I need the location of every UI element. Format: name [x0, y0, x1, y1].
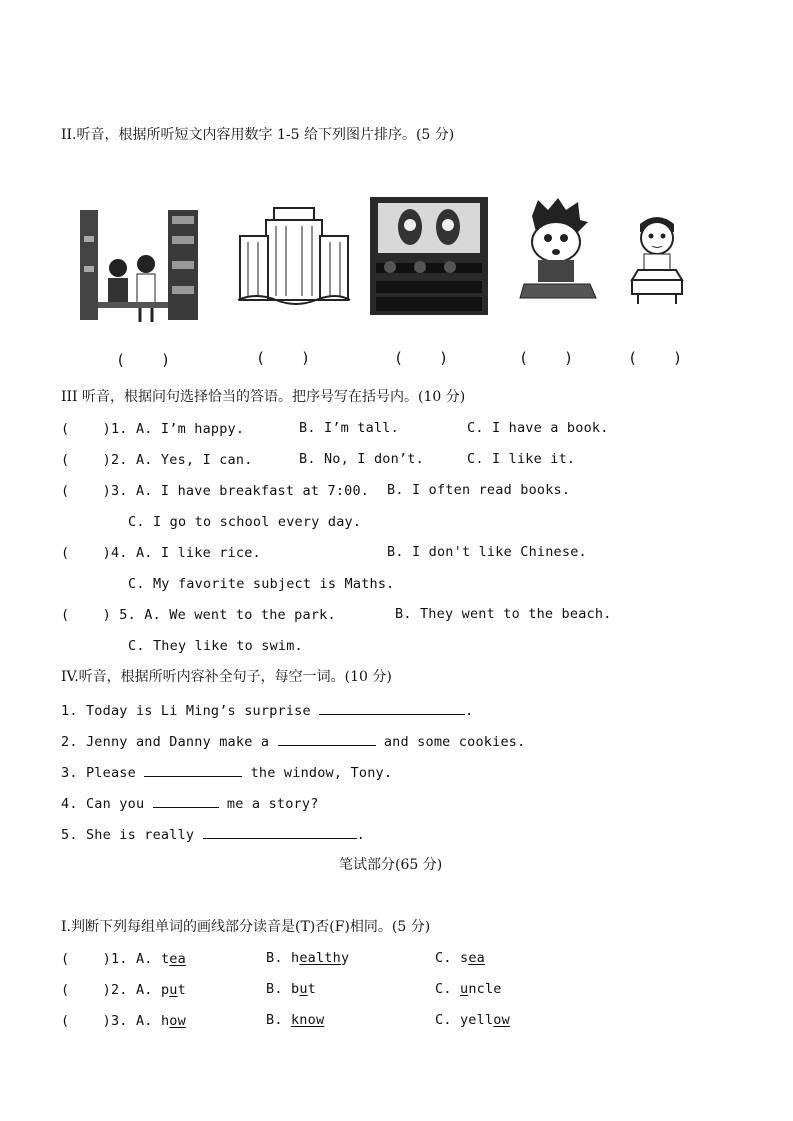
phonics-row-1-b: B. healthy [266, 950, 350, 966]
cinema-screen-icon [370, 197, 488, 315]
blank-1[interactable] [319, 700, 465, 715]
picture-answer-5[interactable]: ( ) [628, 349, 683, 367]
phonics-row-2-b: B. but [266, 981, 316, 997]
building-icon [236, 206, 352, 306]
phonics-row-1-a: ( )1. A. tea [61, 951, 186, 967]
question-1-option-c: C. I have a book. [467, 420, 609, 436]
library-scene-icon [78, 206, 200, 324]
question-4-option-b: B. I don't like Chinese. [387, 544, 587, 560]
picture-answer-2[interactable]: ( ) [256, 349, 311, 367]
picture-answer-1[interactable]: ( ) [116, 351, 171, 369]
blank-5[interactable] [203, 824, 357, 839]
question-3-option-b: B. I often read books. [387, 482, 571, 498]
question-4-option-c: C. My favorite subject is Maths. [128, 576, 395, 592]
blank-2[interactable] [278, 731, 376, 746]
section-3-title: III 听音，根据问句选择恰当的答语。把序号写在括号内。(10 分) [61, 389, 466, 405]
boy-reading-icon [624, 210, 690, 306]
question-3-option-a: ( )3. A. I have breakfast at 7:00. [61, 483, 370, 499]
question-5-option-b: B. They went to the beach. [395, 606, 612, 622]
phonics-row-2-a: ( )2. A. put [61, 982, 186, 998]
question-3-option-c: C. I go to school every day. [128, 514, 362, 530]
sentence-1: 1. Today is Li Ming’s surprise . [61, 700, 474, 720]
question-4-option-a: ( )4. A. I like rice. [61, 545, 261, 561]
phonics-row-3-c: C. yellow [435, 1012, 510, 1028]
blank-4[interactable] [153, 793, 219, 808]
question-5-option-c: C. They like to swim. [128, 638, 303, 654]
sentence-2: 2. Jenny and Danny make a and some cookies. [61, 731, 525, 751]
question-1-option-a: ( )1. A. I’m happy. [61, 421, 245, 437]
picture-answer-3[interactable]: ( ) [394, 349, 449, 367]
sentence-5: 5. She is really . [61, 824, 365, 844]
phonics-row-2-c: C. uncle [435, 981, 502, 997]
written-part-title: 笔试部分(65 分) [339, 857, 443, 873]
phonics-row-1-c: C. sea [435, 950, 485, 966]
written-section-1-title: I.判断下列每组单词的画线部分读音是(T)否(F)相同。(5 分) [61, 919, 431, 935]
question-5-option-a: ( ) 5. A. We went to the park. [61, 607, 336, 623]
sentence-3: 3. Please the window, Tony. [61, 762, 392, 782]
question-2-option-c: C. I like it. [467, 451, 576, 467]
boy-sitting-icon [518, 196, 598, 306]
question-1-option-b: B. I’m tall. [299, 420, 399, 436]
phonics-row-3-b: B. know [266, 1012, 325, 1028]
phonics-row-3-a: ( )3. A. how [61, 1013, 186, 1029]
question-2-option-b: B. No, I don’t. [299, 451, 424, 467]
blank-3[interactable] [144, 762, 242, 777]
picture-answer-4[interactable]: ( ) [519, 349, 574, 367]
section-2-title: II.听音，根据所听短文内容用数字 1-5 给下列图片排序。(5 分) [61, 127, 455, 143]
sentence-4: 4. Can you me a story? [61, 793, 319, 813]
question-2-option-a: ( )2. A. Yes, I can. [61, 452, 253, 468]
section-4-title: IV.听音，根据所听内容补全句子，每空一词。(10 分) [61, 669, 392, 685]
